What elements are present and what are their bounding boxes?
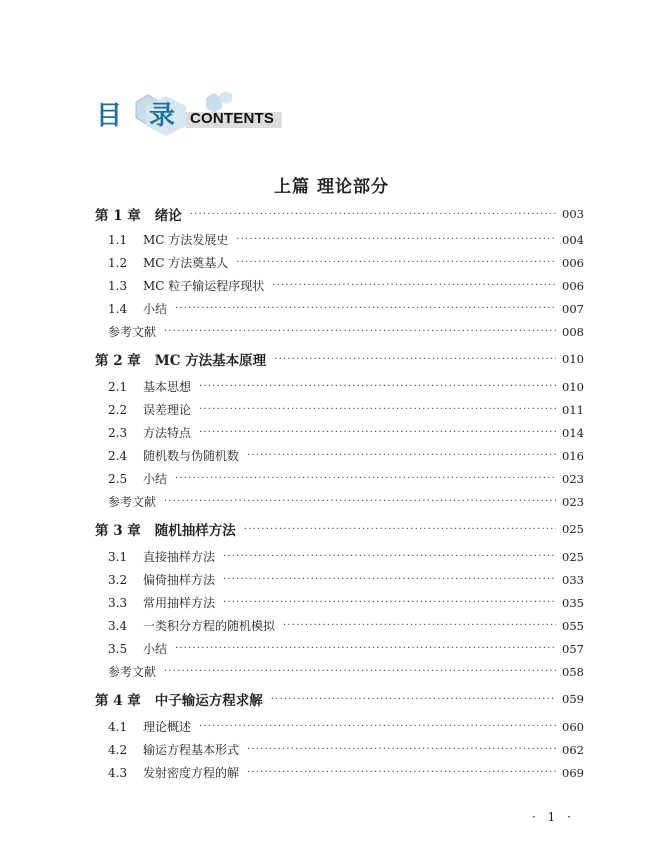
dot-leader (223, 597, 556, 608)
toc-entry-number: 2.4 (108, 448, 128, 463)
toc-title-char-2: 录 (149, 101, 176, 131)
toc-entry-title: 基本思想 (143, 380, 192, 394)
dot-leader (199, 381, 556, 392)
toc-reference-row[interactable] (95, 490, 584, 513)
toc-entry-title: 发射密度方程的解 (143, 766, 240, 780)
toc-entry-page: 033 (562, 572, 584, 587)
toc-entry-title: 随机数与伪随机数 (143, 449, 240, 463)
toc-section-row[interactable] (95, 228, 584, 251)
toc-reference-row[interactable] (95, 320, 584, 343)
dot-leader (175, 643, 556, 654)
toc-entry-page: 010 (562, 379, 584, 394)
toc-entry-number: 4.2 (108, 742, 128, 757)
dot-leader (283, 620, 556, 631)
toc-chapter-row[interactable] (95, 683, 584, 715)
dot-leader (175, 303, 556, 314)
toc-entry-title: MC 方法发展史 (143, 233, 229, 247)
toc-section-row[interactable] (95, 545, 584, 568)
toc-entry-title: MC 方法奠基人 (143, 256, 229, 270)
toc-entry-title: 随机抽样方法 (154, 523, 236, 539)
toc-section-row[interactable] (95, 398, 584, 421)
dot-leader (199, 427, 556, 438)
toc-entry-page: 008 (562, 324, 584, 339)
toc-entry-title: MC 粒子输运程序现状 (143, 279, 265, 293)
toc-entry-number: 2.5 (108, 471, 128, 486)
toc-entry-number: 1.3 (108, 278, 128, 293)
toc-entry-page: 003 (562, 207, 584, 221)
toc-section-row[interactable] (95, 568, 584, 591)
toc-section-row[interactable] (95, 614, 584, 637)
toc-entry-page: 011 (562, 402, 584, 417)
toc-entry-page: 014 (562, 425, 584, 440)
dot-leader (175, 473, 556, 484)
toc-section-row[interactable] (95, 637, 584, 660)
toc-entry-page: 006 (562, 278, 584, 293)
toc-entry-page: 055 (562, 618, 584, 633)
toc-entry-number: 2.1 (108, 379, 128, 394)
toc-header (96, 92, 296, 138)
toc-entry-page: 058 (562, 664, 584, 679)
toc-entry-number: 4.1 (108, 719, 128, 734)
toc-entry-title: 理论概述 (143, 720, 192, 734)
toc-entry-page: 023 (562, 471, 584, 486)
toc-entry-number: 1.2 (108, 255, 128, 270)
toc-entry-title: 小结 (143, 302, 168, 316)
dot-leader (247, 450, 556, 461)
toc-entry-title: 参考文献 (108, 325, 157, 339)
toc-entry-number: 1.1 (108, 232, 128, 247)
toc-entry-page: 004 (562, 232, 584, 247)
part-title: 上篇 理论部分 (274, 177, 389, 197)
toc-entry-page: 062 (562, 742, 584, 757)
dot-leader (164, 666, 556, 677)
toc-entry-title: 常用抽样方法 (143, 596, 216, 610)
toc-entry-title: 绪论 (154, 208, 182, 224)
toc-entry-page: 035 (562, 595, 584, 610)
toc-entry-page: 007 (562, 301, 584, 316)
toc-entry-title: 方法特点 (143, 426, 192, 440)
toc-entry-title: 参考文献 (108, 495, 157, 509)
dot-leader (236, 234, 556, 245)
toc-entry-number: 2.2 (108, 402, 128, 417)
toc-section-row[interactable] (95, 761, 584, 784)
toc-section-row[interactable] (95, 444, 584, 467)
table-of-contents (95, 200, 584, 784)
toc-entry-number: 1.4 (108, 301, 128, 316)
toc-entry-page: 006 (562, 255, 584, 270)
toc-section-row[interactable] (95, 274, 584, 297)
dot-leader (272, 280, 556, 291)
toc-entry-title: 偏倚抽样方法 (143, 573, 216, 587)
toc-entry-page: 060 (562, 719, 584, 734)
toc-entry-number: 3.5 (108, 641, 128, 656)
toc-entry-page: 023 (562, 494, 584, 509)
dot-leader (247, 767, 556, 778)
toc-entry-title: 误差理论 (143, 403, 192, 417)
toc-entry-title: 小结 (143, 472, 168, 486)
toc-section-row[interactable] (95, 297, 584, 320)
toc-section-row[interactable] (95, 467, 584, 490)
toc-entry-page: 059 (562, 692, 584, 706)
toc-reference-row[interactable] (95, 660, 584, 683)
dot-leader (199, 404, 556, 415)
toc-entry-page: 057 (562, 641, 584, 656)
toc-entry-number: 3.2 (108, 572, 128, 587)
toc-chapter-row[interactable] (95, 513, 584, 545)
dot-leader (164, 326, 556, 337)
page-number: · 1 · (532, 810, 575, 824)
toc-entry-title: 小结 (143, 642, 168, 656)
toc-entry-page: 010 (562, 352, 584, 366)
toc-section-row[interactable] (95, 715, 584, 738)
dot-leader (236, 257, 556, 268)
toc-entry-number: 第 4 章 (95, 693, 141, 709)
toc-entry-page: 069 (562, 765, 584, 780)
toc-entry-number: 第 3 章 (95, 523, 141, 539)
toc-entry-number: 第 2 章 (95, 353, 141, 369)
contents-label: CONTENTS (190, 110, 275, 127)
toc-entry-number: 第 1 章 (95, 208, 141, 224)
dot-leader (247, 744, 556, 755)
toc-chapter-row[interactable] (95, 200, 584, 228)
dot-leader (190, 209, 556, 220)
toc-entry-title: 直接抽样方法 (143, 550, 216, 564)
dot-leader (223, 574, 556, 585)
toc-section-row[interactable] (95, 421, 584, 444)
toc-entry-title: MC 方法基本原理 (154, 353, 267, 369)
toc-entry-title: 一类积分方程的随机模拟 (143, 619, 276, 633)
dot-leader (223, 551, 556, 562)
toc-entry-number: 2.3 (108, 425, 128, 440)
toc-entry-number: 3.4 (108, 618, 128, 633)
toc-section-row[interactable] (95, 251, 584, 274)
dot-leader (199, 721, 556, 732)
dot-leader (244, 524, 556, 535)
dot-leader (274, 354, 556, 365)
toc-entry-page: 025 (562, 522, 584, 536)
toc-entry-number: 3.1 (108, 549, 128, 564)
toc-entry-page: 025 (562, 549, 584, 564)
toc-title-char-1: 目 (96, 101, 123, 131)
toc-section-row[interactable] (95, 591, 584, 614)
toc-chapter-row[interactable] (95, 343, 584, 375)
toc-entry-number: 4.3 (108, 765, 128, 780)
dot-leader (271, 694, 556, 705)
dot-leader (164, 496, 556, 507)
toc-section-row[interactable] (95, 738, 584, 761)
toc-entry-page: 016 (562, 448, 584, 463)
toc-entry-number: 3.3 (108, 595, 128, 610)
toc-entry-title: 参考文献 (108, 665, 157, 679)
toc-entry-title: 输运方程基本形式 (143, 743, 240, 757)
toc-entry-title: 中子输运方程求解 (154, 693, 263, 709)
toc-section-row[interactable] (95, 375, 584, 398)
